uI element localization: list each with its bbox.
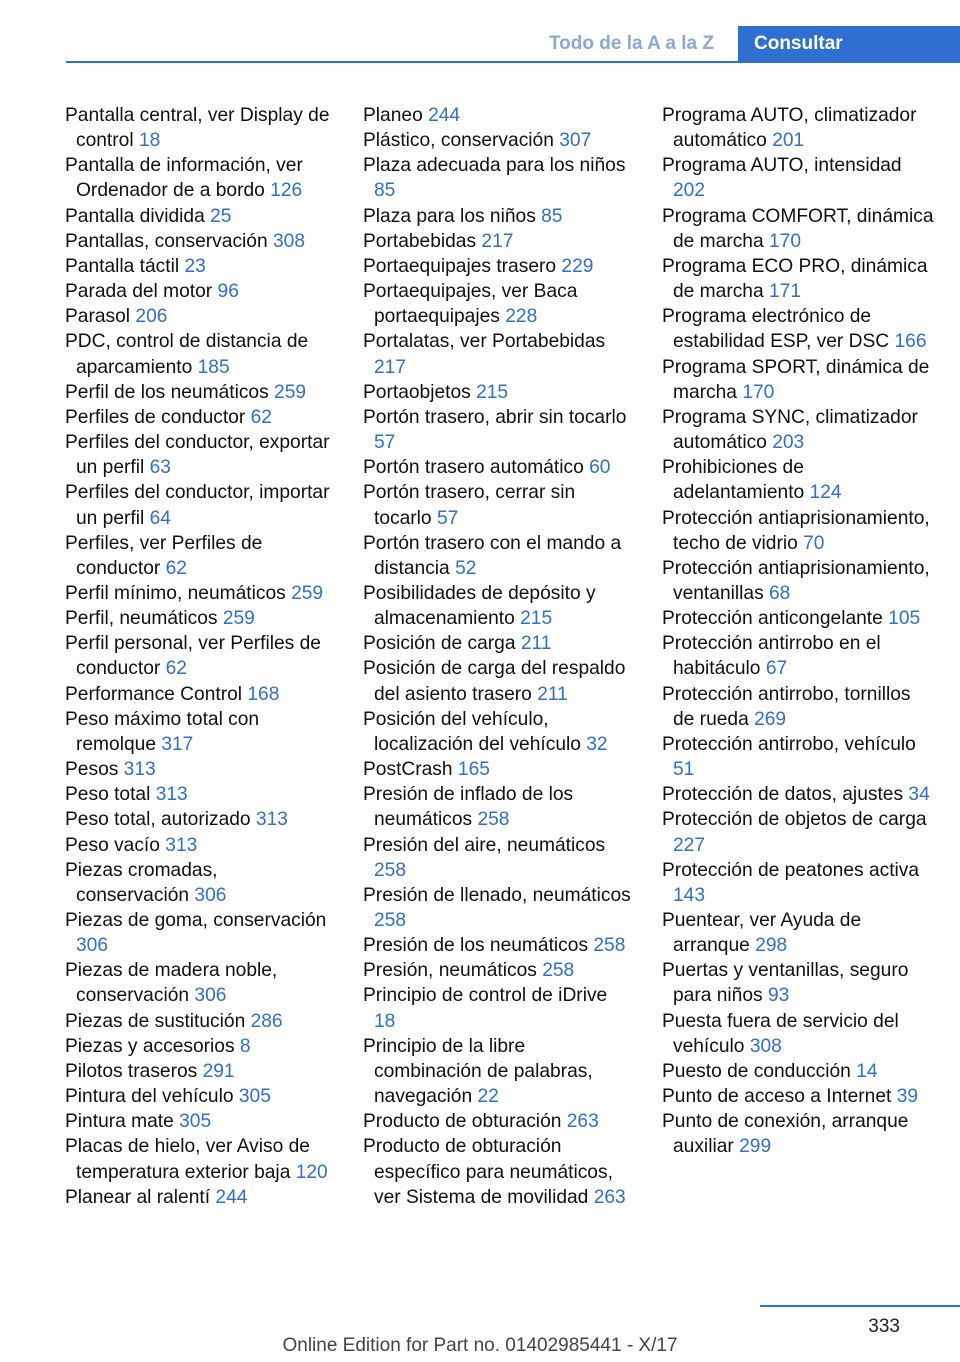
index-entry-text: Protección antirrobo, vehículo [662, 733, 916, 755]
section-tab: Consultar [738, 26, 960, 62]
index-entry [65, 631, 335, 681]
index-entry-text: Programa electrónico de estabilidad ESP, ver DSC [662, 306, 890, 353]
page-link[interactable]: 67 [765, 658, 788, 680]
index-entry [662, 631, 934, 681]
page-number: 333 [868, 1316, 900, 1337]
index-entry [363, 531, 633, 581]
page-link[interactable]: 258 [542, 960, 575, 982]
page-link[interactable]: 32 [586, 733, 608, 755]
page-number-rule [760, 1305, 960, 1307]
index-entry [65, 405, 335, 430]
page-link[interactable]: 93 [767, 985, 790, 1007]
index-entry-text: Posibilidades de depósito y almacenamiento [363, 582, 596, 630]
page-link[interactable]: 258 [374, 910, 407, 931]
page-link[interactable]: 60 [589, 457, 611, 479]
index-entry-text: Pintura mate [65, 1111, 174, 1133]
index-entry [65, 204, 335, 229]
index-entry-text: Punto de conexión, arranque auxiliar [662, 1111, 909, 1158]
index-entry [65, 858, 335, 908]
page-link[interactable]: 227 [673, 834, 706, 856]
index-entry [65, 958, 335, 1008]
index-entry [363, 153, 633, 203]
index-column-3 [662, 103, 934, 1160]
page-link[interactable]: 34 [908, 784, 930, 806]
index-entry-text: Presión, neumáticos [363, 960, 537, 982]
index-entry [363, 1109, 633, 1134]
page-link[interactable]: 291 [202, 1060, 235, 1082]
index-entry-text: Programa COMFORT, dinámica de marcha [662, 205, 934, 252]
index-entry [65, 1134, 335, 1184]
index-entry-text: Portalatas, ver Portabebidas [363, 331, 606, 353]
page-link[interactable]: 85 [374, 180, 396, 202]
index-entry [662, 506, 934, 556]
index-entry-text: Programa AUTO, intensidad [662, 155, 902, 177]
index-entry [662, 606, 934, 631]
page-link[interactable]: 51 [673, 759, 695, 781]
page-link[interactable]: 57 [436, 507, 459, 529]
index-entry [65, 1059, 335, 1084]
page-link[interactable]: 170 [742, 381, 775, 403]
page-link[interactable]: 62 [250, 406, 272, 428]
page-link[interactable]: 258 [593, 935, 626, 957]
page-link[interactable]: 286 [250, 1010, 283, 1032]
header-rule [66, 61, 960, 63]
index-entry-text: Portaequipajes trasero [363, 255, 557, 277]
page-link[interactable]: 166 [894, 331, 927, 353]
page-link[interactable]: 211 [537, 683, 568, 705]
index-entry [662, 204, 934, 254]
page-link[interactable]: 306 [76, 935, 109, 957]
index-entry [363, 883, 633, 933]
index-entry [662, 556, 934, 606]
index-entry-text: Protección de datos, ajustes [662, 784, 904, 806]
index-entry [363, 1134, 633, 1209]
index-entry [363, 983, 633, 1033]
index-entry-text: Portaobjetos [363, 381, 471, 403]
page-link[interactable]: 57 [374, 432, 396, 454]
index-entry [363, 833, 633, 883]
index-entry [363, 128, 633, 153]
index-entry-text: Parasol [65, 306, 131, 328]
index-entry [662, 682, 934, 732]
index-entry-text: Perfil, neumáticos [65, 608, 218, 630]
index-entry-text: Protección de peatones activa [662, 859, 920, 881]
page-link[interactable]: 269 [754, 708, 787, 730]
index-entry-text: Piezas cromadas, conservación [65, 859, 218, 906]
page-link[interactable]: 8 [239, 1035, 251, 1057]
index-entry-text: Perfiles de conductor [65, 406, 246, 428]
index-entry-text: Principio de control de iDrive [363, 985, 608, 1007]
page-link[interactable]: 52 [455, 557, 477, 579]
page-link[interactable]: 313 [165, 834, 198, 856]
index-entry [662, 807, 934, 857]
index-entry [363, 254, 633, 279]
index-entry-text: Perfil personal, ver Perfiles de conductor [65, 633, 321, 680]
page-link[interactable]: 244 [428, 105, 461, 126]
index-entry-text: Piezas y accesorios [65, 1035, 235, 1057]
page-link[interactable]: 298 [755, 935, 788, 957]
index-entry [662, 782, 934, 807]
index-entry-text: Programa ECO PRO, dinámica de marcha [662, 255, 928, 303]
index-entry-text: Protección antiaprisionamiento, techo de vidrio [662, 507, 930, 554]
index-entry-text: Planeo [363, 105, 423, 126]
index-entry-text: Peso total [65, 784, 151, 806]
index-entry [662, 958, 934, 1008]
page-link[interactable]: 258 [477, 809, 510, 831]
index-entry-text: Pilotos traseros [65, 1060, 198, 1082]
index-entry-text: Puesta fuera de servicio del vehículo [662, 1010, 899, 1057]
index-entry [363, 631, 633, 656]
section-title: Todo de la A a la Z [548, 33, 715, 54]
index-entry [363, 329, 633, 379]
index-entry [662, 1009, 934, 1059]
page-link[interactable]: 68 [769, 582, 791, 604]
index-entry-text: Prohibiciones de adelantamiento [662, 457, 805, 504]
index-entry [363, 455, 633, 480]
index-entry-text: PostCrash [363, 759, 453, 781]
index-entry-text: Portón trasero automático [363, 457, 584, 479]
page-link[interactable]: 124 [809, 482, 842, 504]
page-link[interactable]: 126 [270, 180, 303, 202]
index-entry-text: Producto de obturación específico para neumáticos, ver Sistema de movilidad [363, 1136, 613, 1208]
index-entry [65, 707, 335, 757]
index-entry [65, 1109, 335, 1134]
page-link[interactable]: 170 [769, 230, 802, 252]
index-entry-text: Protección antirrobo en el habitáculo [662, 633, 881, 680]
index-entry-text: Posición de carga [363, 633, 516, 655]
page-link[interactable]: 63 [149, 457, 171, 479]
footer-edition: Online Edition for Part no. 01402985441 - X/17 [282, 1335, 678, 1356]
index-entry [363, 581, 633, 631]
index-entry [363, 204, 633, 229]
page-link[interactable]: 306 [194, 884, 227, 906]
index-entry-text: Pantalla de información, ver Ordenador de a bordo [65, 155, 303, 202]
index-entry [662, 304, 934, 354]
index-entry-text: Programa AUTO, climatizador automático [662, 105, 917, 152]
index-entry [65, 581, 335, 606]
index-entry [65, 103, 335, 153]
page-link[interactable]: 229 [561, 255, 594, 277]
page-link[interactable]: 105 [888, 608, 921, 630]
index-entry [65, 782, 335, 807]
page-link[interactable]: 305 [179, 1111, 212, 1133]
index-entry-text: Placas de hielo, ver Aviso de temperatura exterior baja [65, 1136, 310, 1183]
index-entry [65, 304, 335, 329]
index-entry-text: Parada del motor [65, 281, 213, 303]
index-entry [662, 153, 934, 203]
page-link[interactable]: 259 [274, 381, 307, 403]
page-link[interactable]: 217 [481, 230, 514, 252]
index-entry-text: Pantalla dividida [65, 205, 205, 227]
page-link[interactable]: 120 [295, 1161, 328, 1183]
page-link[interactable]: 168 [247, 683, 280, 705]
index-entry [65, 1009, 335, 1034]
page-link[interactable]: 258 [374, 859, 407, 881]
page-link[interactable]: 62 [165, 557, 187, 579]
page-link[interactable]: 171 [769, 281, 802, 303]
index-entry [363, 757, 633, 782]
index-entry-text: Piezas de goma, conservación [65, 910, 327, 931]
index-entry-text: Posición de carga del respaldo del asiento trasero [363, 658, 626, 705]
index-entry [662, 103, 934, 153]
page-link[interactable]: 96 [217, 281, 239, 303]
index-entry-text: Plaza para los niños [363, 205, 536, 227]
index-entry-text: Presión del aire, neumáticos [363, 834, 606, 856]
page-link[interactable]: 185 [197, 356, 230, 378]
index-entry-text: Piezas de madera noble, conservación [65, 960, 278, 1007]
page-link[interactable]: 64 [149, 507, 171, 529]
page-link[interactable]: 203 [772, 432, 805, 454]
index-entry-text: Portaequipajes, ver Baca portaequipajes [363, 281, 578, 328]
index-entry-text: Punto de acceso a Internet [662, 1086, 892, 1108]
index-entry [662, 1084, 934, 1109]
index-column-2 [363, 103, 633, 1210]
index-entry-text: Performance Control [65, 683, 243, 705]
page-link[interactable]: 14 [856, 1060, 878, 1082]
index-entry [65, 229, 335, 254]
index-entry-text: Portón trasero con el mando a distancia [363, 532, 622, 579]
index-entry-text: Protección antiaprisionamiento, ventanillas [662, 557, 930, 604]
page-link[interactable]: 299 [739, 1136, 772, 1158]
index-entry [662, 405, 934, 455]
index-entry [65, 1084, 335, 1109]
index-entry-text: Perfil de los neumáticos [65, 381, 269, 403]
page-link[interactable]: 313 [155, 784, 188, 806]
page-link[interactable]: 313 [255, 809, 288, 831]
page-link[interactable]: 259 [291, 582, 324, 604]
index-entry [363, 103, 633, 128]
index-entry-text: Puesto de conducción [662, 1060, 851, 1082]
index-entry-text: Protección de objetos de carga [662, 809, 927, 831]
index-entry-text: Peso máximo total con remolque [65, 708, 260, 755]
index-entry [65, 833, 335, 858]
index-entry-text: Pantalla central, ver Display de control [65, 105, 330, 152]
page-link[interactable]: 25 [210, 205, 232, 227]
index-entry-text: Pantalla táctil [65, 255, 180, 277]
index-column-1 [65, 103, 335, 1210]
index-entry-text: Presión de llenado, neumáticos [363, 884, 631, 906]
index-entry [65, 1034, 335, 1059]
page-link[interactable]: 263 [566, 1111, 599, 1133]
page-link[interactable]: 307 [559, 130, 592, 152]
index-entry [662, 254, 934, 304]
index-entry-text: Puentear, ver Ayuda de arranque [662, 910, 862, 957]
index-entry-text: Peso total, autorizado [65, 809, 251, 831]
index-entry [65, 1185, 335, 1210]
index-entry [363, 279, 633, 329]
index-entry-text: Planear al ralentí [65, 1186, 211, 1208]
page-link[interactable]: 244 [215, 1186, 248, 1208]
page-link[interactable]: 211 [520, 633, 552, 655]
page-link[interactable]: 201 [772, 130, 805, 152]
page-header [0, 26, 960, 62]
index-entry [65, 480, 335, 530]
index-entry-text: Plaza adecuada para los niños [363, 155, 626, 177]
page-link[interactable]: 215 [520, 608, 553, 630]
index-entry [662, 1059, 934, 1084]
page-link[interactable]: 217 [374, 356, 407, 378]
index-entry-text: Pintura del vehículo [65, 1086, 234, 1108]
page-link[interactable]: 85 [541, 205, 563, 227]
index-entry-text: Perfiles, ver Perfiles de conductor [65, 532, 263, 579]
index-entry [363, 229, 633, 254]
index-entry [363, 782, 633, 832]
index-entry [363, 707, 633, 757]
page-link[interactable]: 202 [673, 180, 706, 202]
index-entry [363, 958, 633, 983]
index-entry-text: Portón trasero, cerrar sin tocarlo [363, 482, 576, 529]
index-entry-text: Plástico, conservación [363, 130, 554, 152]
index-entry-text: Perfiles del conductor, exportar un perfil [65, 432, 330, 479]
index-entry [363, 405, 633, 455]
index-entry [65, 254, 335, 279]
index-entry-text: Piezas de sustitución [65, 1010, 246, 1032]
page-link[interactable]: 165 [457, 759, 490, 781]
index-entry-text: Protección antirrobo, tornillos de rueda [662, 683, 911, 730]
page-link[interactable]: 263 [593, 1186, 626, 1208]
index-entry-text: Principio de la libre combinación de palabras, navegación [363, 1035, 593, 1108]
index-entry [65, 908, 335, 958]
page-link[interactable]: 23 [184, 255, 206, 277]
page-link[interactable]: 306 [194, 985, 227, 1007]
index-entry-text: Puertas y ventanillas, seguro para niños [662, 960, 909, 1007]
index-entry-text: Pesos [65, 759, 119, 781]
page-link[interactable]: 62 [165, 658, 187, 680]
index-entry [65, 153, 335, 203]
index-entry [65, 757, 335, 782]
page-link[interactable]: 18 [374, 1010, 396, 1032]
index-entry [65, 279, 335, 304]
index-entry [65, 430, 335, 480]
index-entry [662, 858, 934, 908]
index-entry [65, 682, 335, 707]
index-entry [65, 531, 335, 581]
index-entry [363, 380, 633, 405]
index-entry [363, 480, 633, 530]
page-link[interactable]: 259 [222, 608, 255, 630]
index-entry-text: Programa SYNC, climatizador automático [662, 406, 918, 454]
index-entry [363, 1034, 633, 1109]
page-link[interactable]: 305 [238, 1086, 271, 1108]
index-entry [662, 1109, 934, 1159]
index-entry-text: PDC, control de distancia de aparcamiento [65, 331, 309, 378]
index-entry [662, 908, 934, 958]
page-link[interactable]: 308 [273, 230, 306, 252]
index-entry-text: Pantallas, conservación [65, 230, 268, 252]
index-entry [363, 656, 633, 706]
page-link[interactable]: 39 [896, 1086, 919, 1108]
index-entry [65, 329, 335, 379]
page-link[interactable]: 228 [505, 306, 538, 328]
index-entry-text: Portabebidas [363, 230, 477, 252]
index-entry-text: Presión de inflado de los neumáticos [363, 784, 574, 831]
index-entry [662, 355, 934, 405]
page-link[interactable]: 18 [138, 130, 161, 152]
index-entry [363, 933, 633, 958]
index-entry-text: Peso vacío [65, 834, 160, 856]
index-entry-text: Portón trasero, abrir sin tocarlo [363, 406, 627, 428]
page-link[interactable]: 308 [749, 1035, 782, 1057]
index-entry-text: Perfil mínimo, neumáticos [65, 582, 286, 604]
index-entry-text: Perfiles del conductor, importar un perfil [65, 482, 330, 529]
index-entry-text: Presión de los neumáticos [363, 935, 589, 957]
page-link[interactable]: 206 [135, 306, 168, 328]
page-link[interactable]: 70 [803, 532, 825, 554]
index-entry [65, 380, 335, 405]
index-entry-text: Protección anticongelante [662, 608, 883, 630]
index-entry [662, 732, 934, 782]
index-entry-text: Programa SPORT, dinámica de marcha [662, 356, 930, 403]
index-entry-text: Posición del vehículo, localización del vehículo [363, 708, 581, 755]
page-link[interactable]: 22 [477, 1086, 499, 1108]
page-link[interactable]: 317 [161, 733, 194, 755]
index-entry [65, 606, 335, 631]
index-entry-text: Producto de obturación [363, 1111, 562, 1133]
page-link[interactable]: 215 [476, 381, 509, 403]
page-link[interactable]: 313 [123, 759, 156, 781]
index-entry [65, 807, 335, 832]
page-link[interactable]: 143 [673, 884, 706, 906]
index-entry [662, 455, 934, 505]
